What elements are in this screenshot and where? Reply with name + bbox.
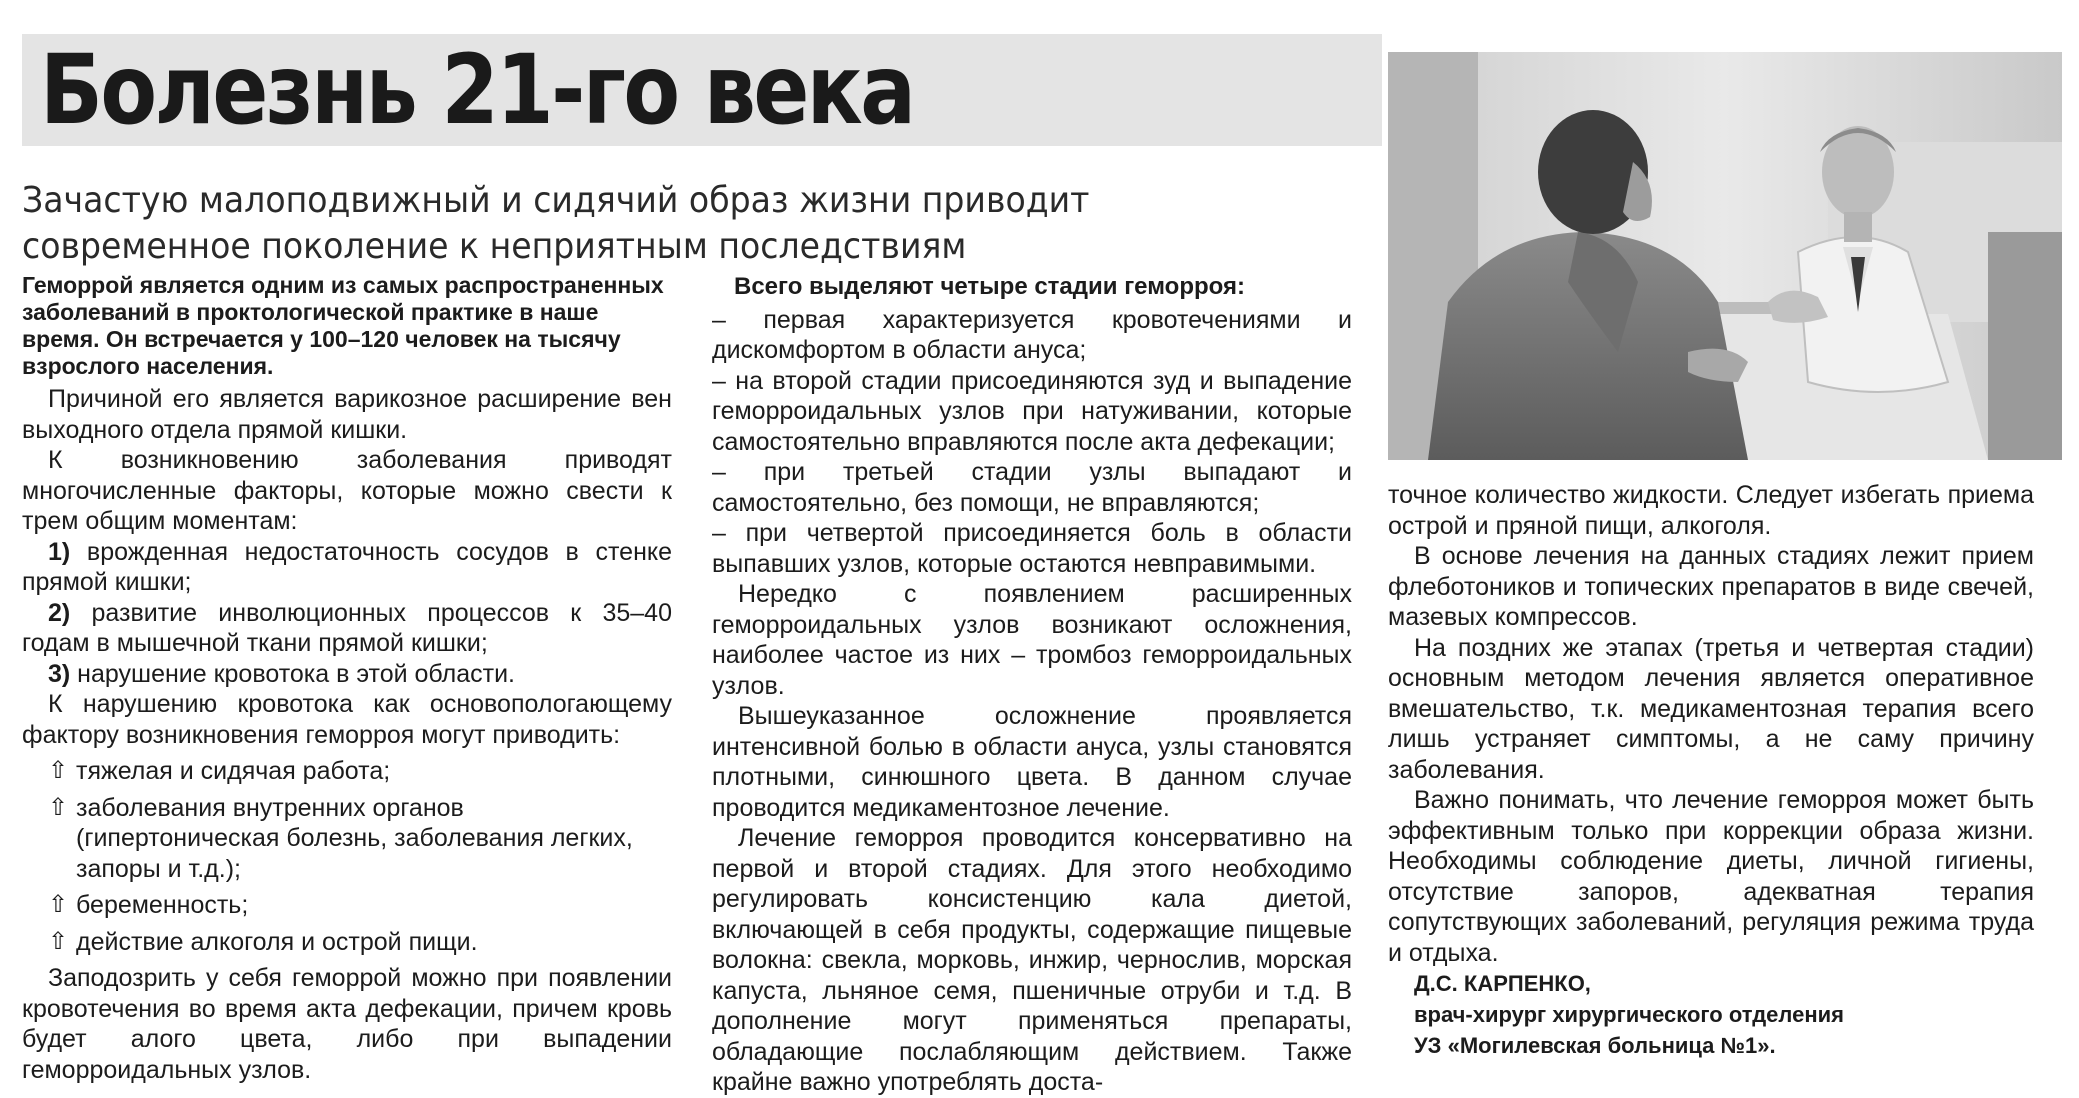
factor-text: развитие инволюционных процессов к 35–40 годам в мышечной ткани прямой кишки;	[22, 598, 672, 657]
arrow-up-icon: ⇧	[48, 757, 69, 784]
article-subtitle: Зачастую малоподвижный и сидячий образ жизни приводит современное поколение к неприятным последствиям	[22, 180, 1090, 267]
doctor-patient-image	[1388, 52, 2062, 460]
stage-item: – при четвертой присоединяется боль в области выпавших узлов, которые остаются невправимыми.	[712, 519, 1352, 578]
bullet-item	[22, 756, 672, 787]
paragraph: Нередко с появлением расширенных геморроидальных узлов возникают осложнения, наиболее частое из них – тромбоз геморроидальных узлов.	[712, 580, 1352, 700]
paragraph: К нарушению кровотока как основопологающему фактору возникновения геморроя могут приводить:	[22, 690, 672, 749]
paragraph: Заподозрить у себя геморрой можно при появлении кровотечения во время акта дефекации, причем кровь будет алого цвета, либо при выпадении геморроидальных узлов.	[22, 964, 672, 1084]
author-name: Д.С. КАРПЕНКО,	[1414, 971, 1591, 996]
bullet-text: беременность;	[76, 891, 249, 919]
stage-item: – при третьей стадии узлы выпадают и самостоятельно, без помощи, не вправляются;	[712, 458, 1352, 517]
author-organization: УЗ «Могилевская больница №1».	[1414, 1033, 1776, 1058]
arrow-up-icon: ⇧	[48, 793, 69, 821]
factor-text: врожденная недостаточность сосудов в стенке прямой кишки;	[22, 537, 672, 596]
paragraph: На поздних же этапах (третья и четвертая стадии) основным методом лечения является оперативное вмешательство, т.к. медикаментозная терапия всего лишь устраняет симптомы, а не саму причину заболевания.	[1388, 633, 2034, 784]
arrow-up-icon: ⇧	[48, 927, 69, 955]
column-1	[22, 272, 672, 1085]
bullet-text: действие алкоголя и острой пищи.	[76, 927, 478, 956]
bullet-text: тяжелая и сидячая работа;	[76, 757, 391, 785]
bullet-item	[22, 890, 672, 921]
stage-item: – первая характеризуется кровотечениями и дискомфортом в области ануса;	[712, 305, 1352, 364]
paragraph: Причиной его является варикозное расширение вен выходного отдела прямой кишки.	[22, 385, 672, 444]
stages-heading: Всего выделяют четыре стадии геморроя:	[734, 273, 1245, 300]
paragraph: В основе лечения на данных стадиях лежит прием флеботоников и топических препаратов в виде свечей, мазевых компрессов.	[1388, 542, 2034, 631]
factor-item	[22, 537, 672, 598]
column-3	[1388, 480, 2034, 1061]
lead-paragraph: Геморрой является одним из самых распространенных заболеваний в проктологической практике в наше время. Он встречается у 100–120 человек на тысячу взрослого населения.	[22, 272, 664, 379]
factor-text: нарушение кровотока в этой области.	[70, 659, 515, 688]
factor-item	[22, 659, 672, 690]
paragraph: Вышеуказанное осложнение проявляется интенсивной болью в области ануса, узлы становятся плотными, синюшного цвета. В данном случае проводится медикаментозное лечение.	[712, 702, 1352, 822]
column-2	[712, 272, 1352, 1098]
factor-number: 1)	[48, 537, 71, 566]
paragraph: К возникновению заболевания приводят многочисленные факторы, которые можно свести к трем общим моментам:	[22, 446, 672, 535]
factor-number: 3)	[48, 659, 71, 688]
paragraph: Лечение геморроя проводится консервативно на первой и второй стадиях. Для этого необходимо регулировать консистенцию кала диетой, включающей в себя продукты, содержащие пищевые волокна: свекла, морковь, инжир, чернослив, морская капуста, льняное семя, пшеничные отруби и т.д. В дополнение могут применяться препараты, обладающие послабляющим действием. Также крайне важно употреблять доста-	[712, 824, 1352, 1096]
arrow-up-icon: ⇧	[48, 891, 69, 918]
factor-number: 2)	[48, 598, 71, 627]
factor-item	[22, 598, 672, 659]
stage-item: – на второй стадии присоединяются зуд и выпадение геморроидальных узлов при натуживании, которые самостоятельно вправляются после акта дефекации;	[712, 366, 1352, 456]
bullet-item	[22, 927, 672, 958]
article-title: Болезнь 21-го века	[40, 34, 914, 146]
paragraph: Важно понимать, что лечение геморроя может быть эффективным только при коррекции образа жизни. Необходимы соблюдение диеты, личной гигиены, отсутствие запоров, адекватная терапия сопутствующих заболеваний, регуляция режима труда и отдыха.	[1388, 786, 2034, 967]
author-position: врач-хирург хирургического отделения	[1414, 1002, 1844, 1027]
article-photo	[1388, 52, 2062, 460]
paragraph: точное количество жидкости. Следует избегать приема острой и пряной пищи, алкоголя.	[1388, 481, 2034, 540]
bullet-item	[22, 793, 672, 885]
bullet-text: заболевания внутренних органов (гипертоническая болезнь, заболевания легких, запоры и т.д.);	[76, 793, 633, 883]
